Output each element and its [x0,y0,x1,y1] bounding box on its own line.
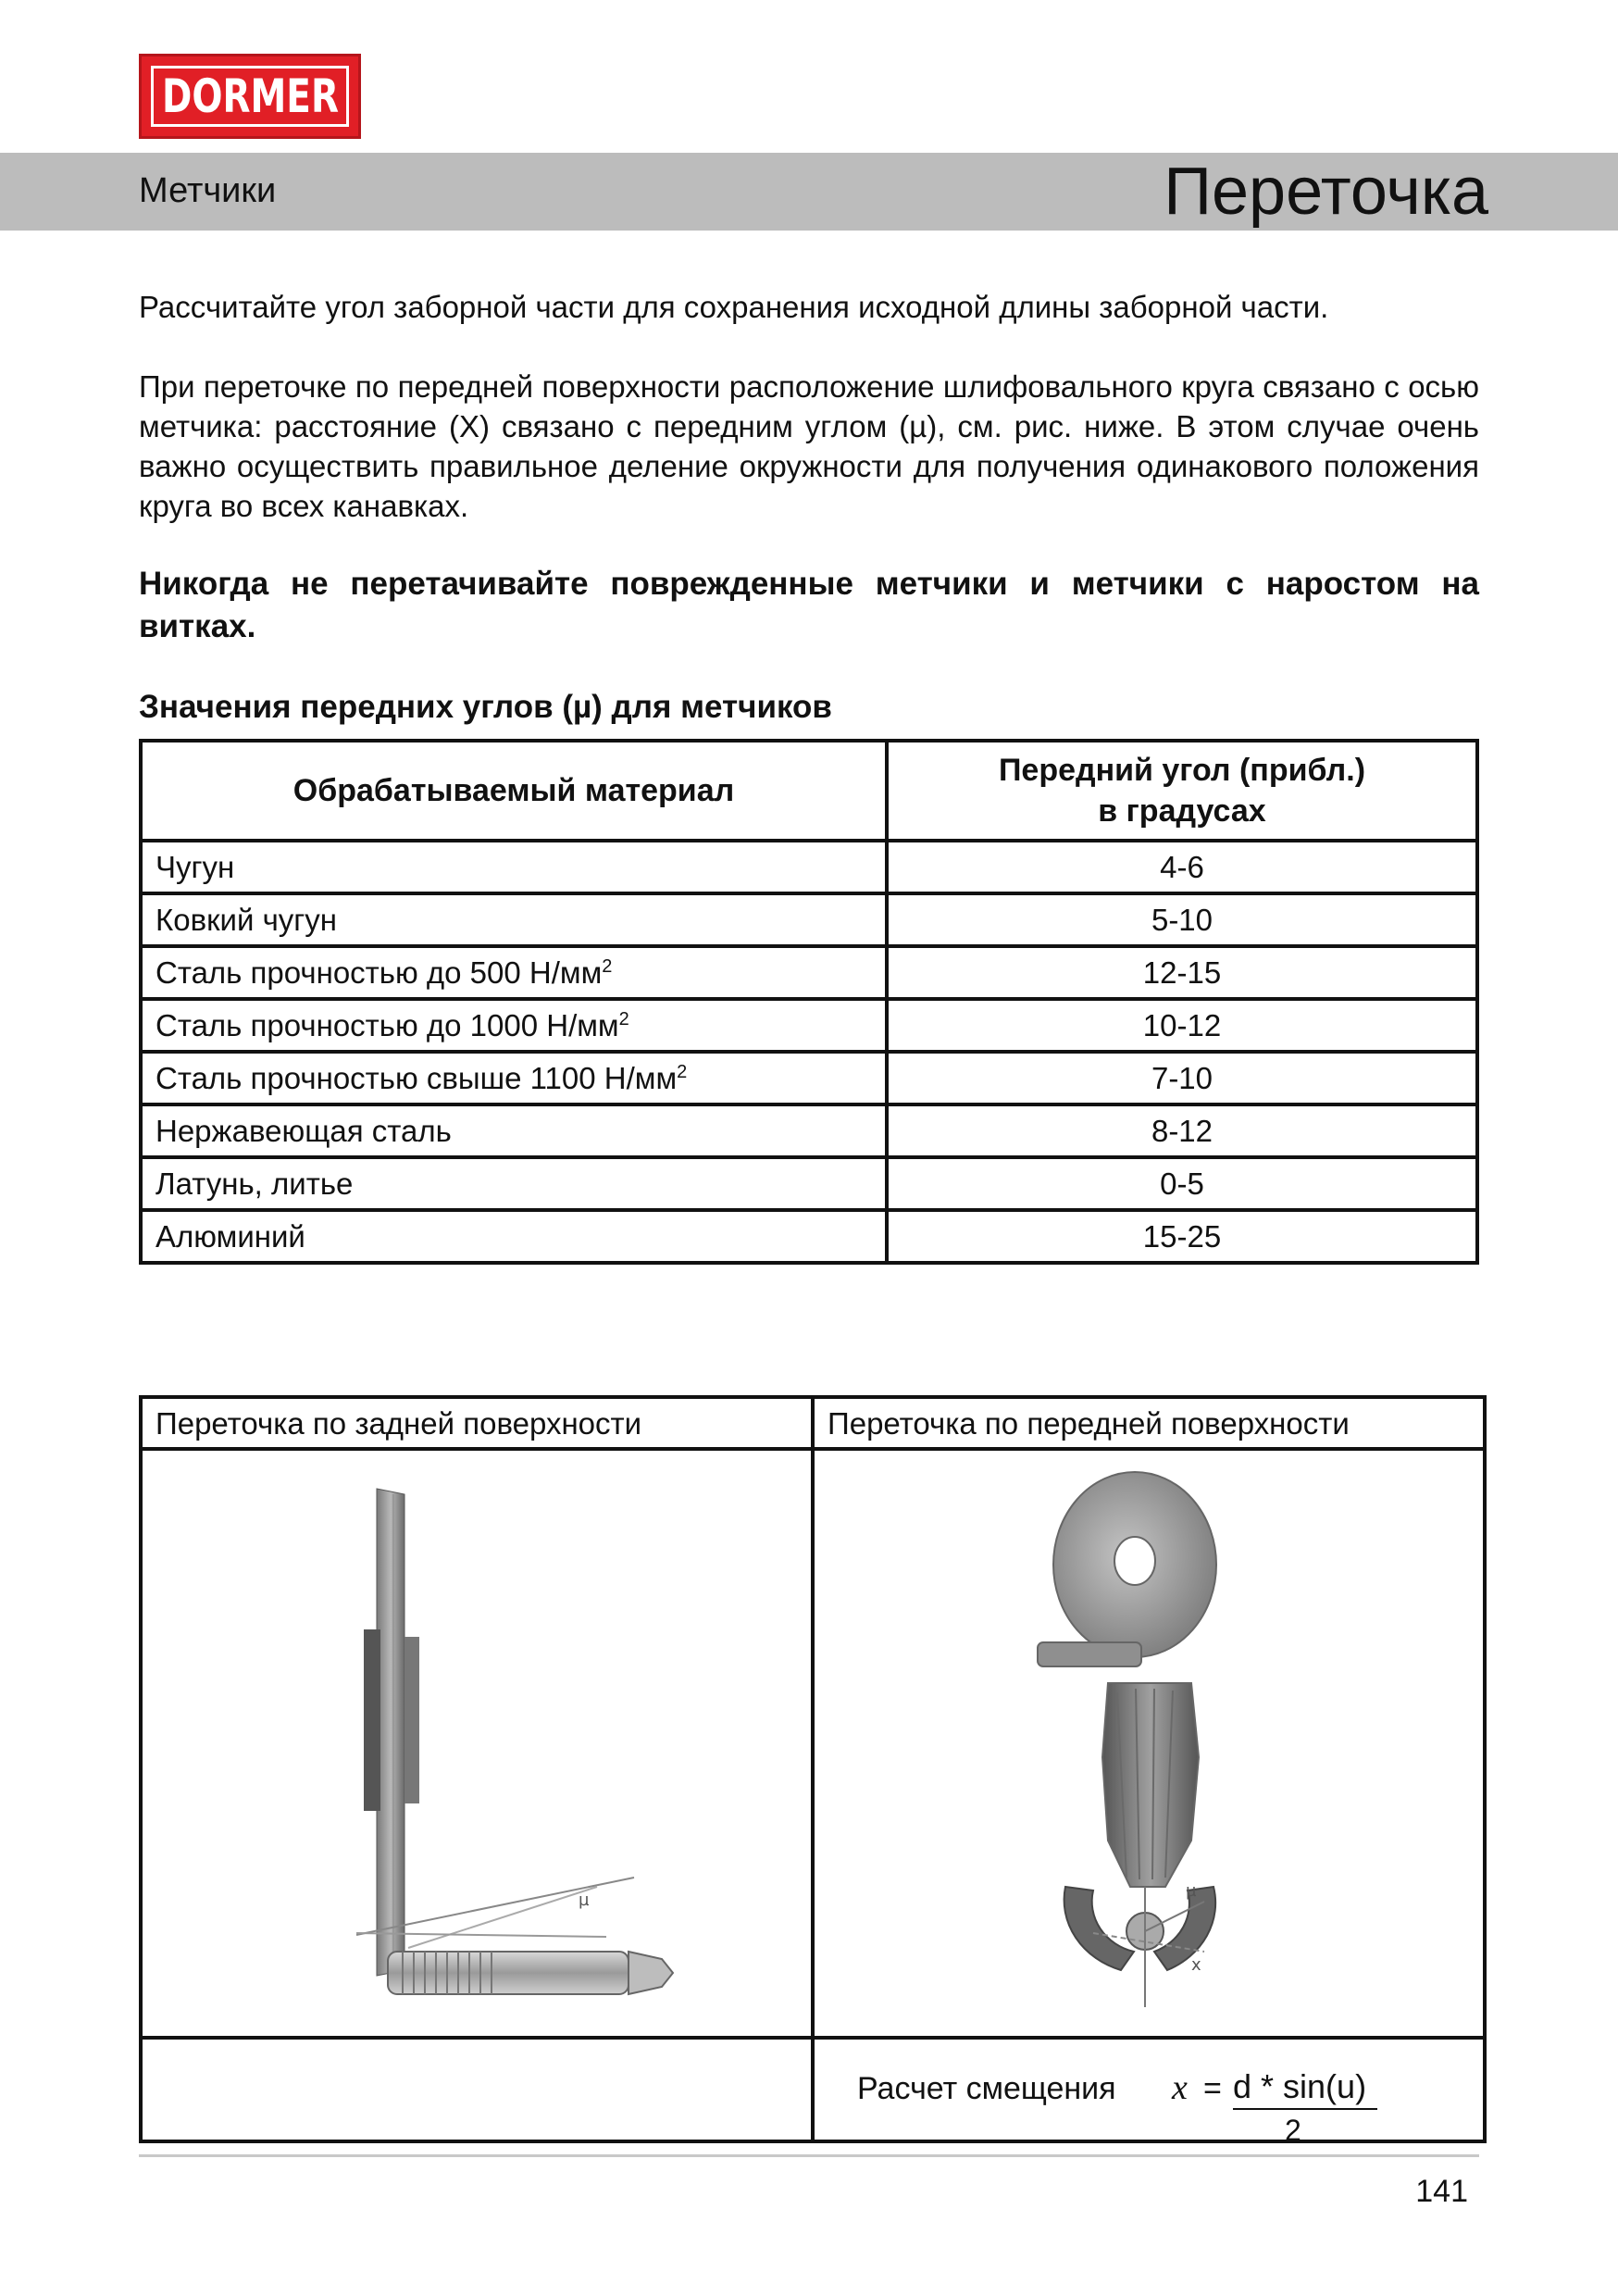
material-cell [141,893,887,946]
angle-value: 12-15 [887,946,1477,999]
right-caption: Переточка по передней поверхности [813,1397,1485,1449]
face-grinding-figure-cell [813,1449,1485,2038]
svg-text:µ: µ [579,1890,590,1910]
regrinding-figures-table [139,1395,1487,2147]
formula-numerator: d * sin(u) [1233,2067,1377,2110]
angle-value: 15-25 [887,1210,1477,1263]
material-name: Сталь прочностью до 1000 Н/мм [156,1007,619,1042]
warning-paragraph: Никогда не перетачивайте поврежденные метчики и метчики с наростом на витках. [139,566,1479,644]
material-cell [141,1210,887,1263]
svg-text:x: x [1191,1955,1201,1975]
unit-exponent: 2 [677,1061,688,1082]
face-grinding-illustration [815,1452,1482,2028]
angle-value: 10-12 [887,999,1477,1052]
angle-value: 7-10 [887,1052,1477,1104]
formula-x: x [1172,2068,1188,2107]
formula-label: Расчет смещения [857,2071,1116,2106]
material-cell [141,1157,887,1210]
table-row [141,999,1477,1052]
intro-paragraph: Рассчитайте угол заборной части для сохранения исходной длины заборной части. [139,290,1329,324]
material-cell [141,1104,887,1157]
rake-angle-table [139,739,1479,1265]
formula-equals: = [1203,2071,1222,2106]
header-angle-line1: Передний угол (прибл.) [998,753,1366,788]
page-title: Переточка [1164,155,1488,229]
table-row [141,1052,1477,1104]
material-name: Чугун [156,849,235,884]
angle-value: 5-10 [887,893,1477,946]
header-angle [887,741,1477,841]
angle-value: 0-5 [887,1157,1477,1210]
table-row [141,1210,1477,1263]
flank-grinding-illustration [143,1452,810,2028]
material-name: Ковкий чугун [156,902,338,937]
svg-text:µ: µ [1186,1881,1197,1901]
material-name: Сталь прочностью свыше 1100 Н/мм [156,1060,678,1095]
material-name: Латунь, литье [156,1166,354,1201]
rake-paragraph: При переточке по передней поверхности расположение шлифовального круга связано с осью метчика: расстояние (X) связано с передним углом (µ), см. рис. ниже. В этом случае очень важно осуществить правильное деление окружности для получения одинакового положения круга во всех канавках. [139,369,1479,523]
table-row [141,841,1477,893]
material-cell [141,999,887,1052]
footer-divider [139,2154,1479,2157]
logo-text: DORMER [161,69,339,123]
flank-grinding-figure-cell [141,1449,813,2038]
header-angle-line2: в градусах [1098,793,1266,829]
table-header-row [141,741,1477,841]
unit-exponent: 2 [602,955,613,977]
logo-frame [151,66,349,127]
table-row [141,1157,1477,1210]
formula-denominator: 2 [1285,2114,1301,2147]
section-label: Метчики [139,171,277,210]
dormer-logo [139,54,361,139]
angle-value: 4-6 [887,841,1477,893]
material-cell [141,946,887,999]
angle-value: 8-12 [887,1104,1477,1157]
header-band [0,153,1618,231]
empty-cell [141,2038,813,2141]
unit-exponent: 2 [618,1008,629,1029]
table-row [141,946,1477,999]
left-caption: Переточка по задней поверхности [141,1397,813,1449]
offset-formula-cell [813,2038,1485,2147]
header-material: Обрабатываемый материал [141,741,887,841]
table-row [141,893,1477,946]
material-name: Сталь прочностью до 500 Н/мм [156,955,603,990]
material-name: Алюминий [156,1218,305,1254]
material-cell [141,1052,887,1104]
page-number: 141 [1415,2174,1468,2209]
material-name: Нержавеющая сталь [156,1113,452,1148]
angle-table-title: Значения передних углов (µ) для метчиков [139,689,832,725]
material-cell [141,841,887,893]
table-row [141,1104,1477,1157]
